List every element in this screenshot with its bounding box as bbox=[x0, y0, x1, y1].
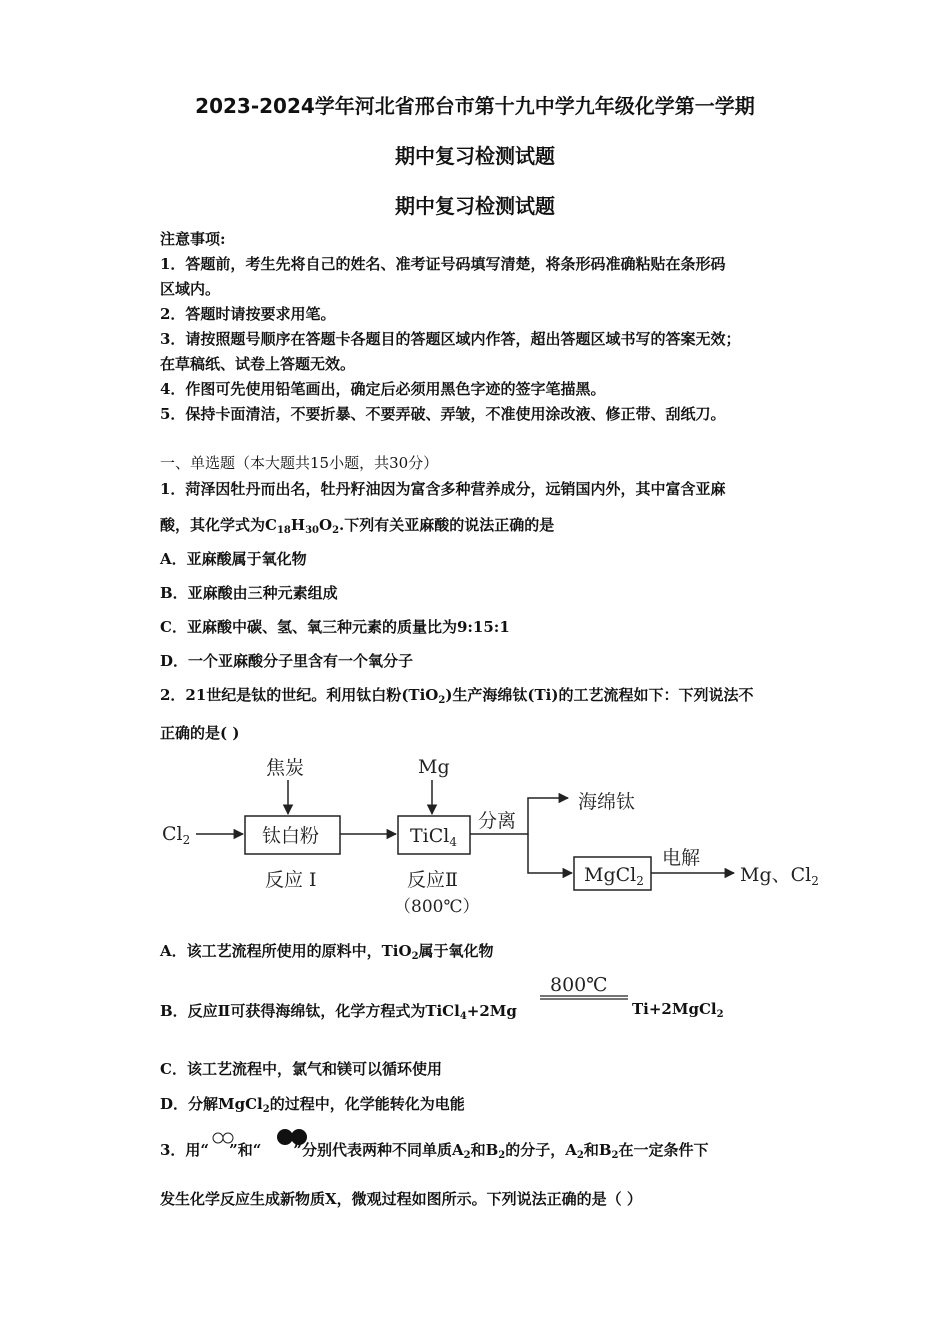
q2-option-b-equation-condition bbox=[540, 974, 628, 999]
exam-title-line2: 期中复习检测试题 bbox=[395, 144, 555, 168]
notice-item-1b: 区域内。 bbox=[160, 280, 221, 298]
label-electrolysis: 电解 bbox=[662, 847, 701, 869]
label-temperature: （800℃） bbox=[394, 897, 480, 917]
exam-title-line3: 期中复习检测试题 bbox=[395, 194, 555, 218]
q1-stem-a: 1．菏泽因牡丹而出名，牡丹籽油因为富含多种营养成分，远销国内外，其中富含亚麻 bbox=[160, 480, 726, 498]
q2-stem-a: 2．21世纪是钛的世纪。利用钛白粉(TiO$_2$)生产海绵钛(Ti)的工艺流程如下：下列说法不 bbox=[160, 686, 754, 706]
label-tio2-box: 钛白粉 bbox=[262, 825, 320, 847]
q2-option-b-right: Ti+2MgCl$_2$ bbox=[632, 1000, 724, 1020]
q2-option-c: C．该工艺流程中，氯气和镁可以循环使用 bbox=[160, 1060, 442, 1078]
q2-option-d: D．分解MgCl$_2$的过程中，化学能转化为电能 bbox=[160, 1095, 465, 1115]
label-separate: 分离 bbox=[478, 810, 517, 832]
section-heading: 一、单选题（本大题共15小题，共30分） bbox=[160, 454, 439, 472]
q2-option-b-left: B．反应Ⅱ可获得海绵钛，化学方程式为TiCl$_4$+2Mg bbox=[160, 1002, 517, 1022]
label-mgcl2: MgCl$_2$ bbox=[584, 864, 644, 888]
q3-stem-b: 发生化学反应生成新物质X，微观过程如图所示。下列说法正确的是（ ） bbox=[160, 1190, 642, 1208]
label-reaction1: 反应 I bbox=[265, 869, 317, 891]
svg-text:800℃: 800℃ bbox=[550, 974, 608, 996]
arrow-to-mgcl2 bbox=[528, 834, 572, 873]
q3-stem-a: 3．用“ ”和“ ”分别代表两种不同单质$A_2$和$B_2$的分子，$A_2$和$B_2$在一定条件下 bbox=[160, 1141, 709, 1161]
label-ticl4: TiCl$_4$ bbox=[410, 825, 458, 849]
q2-option-a: A．该工艺流程所使用的原料中，TiO$_2$属于氧化物 bbox=[160, 942, 494, 962]
notice-heading: 注意事项: bbox=[160, 230, 226, 248]
exam-title-line1: 2023-2024学年河北省邢台市第十九中学九年级化学第一学期 bbox=[195, 94, 755, 118]
label-reaction2: 反应Ⅱ bbox=[407, 869, 458, 891]
q1-option-d: D．一个亚麻酸分子里含有一个氧分子 bbox=[160, 652, 414, 670]
notice-item-1a: 1．答题前，考生先将自己的姓名、准考证号码填写清楚，将条形码准确粘贴在条形码 bbox=[160, 255, 726, 273]
q1-option-b: B．亚麻酸由三种元素组成 bbox=[160, 584, 338, 602]
q2-stem-b: 正确的是( ) bbox=[160, 724, 240, 742]
notice-item-2: 2．答题时请按要求用笔。 bbox=[160, 305, 336, 323]
label-coke: 焦炭 bbox=[266, 757, 305, 779]
q1-stem-b: 酸，其化学式为$C_{18}H_{30}O_2$.下列有关亚麻酸的说法正确的是 bbox=[160, 516, 555, 536]
notice-item-3b: 在草稿纸、试卷上答题无效。 bbox=[160, 355, 356, 373]
label-cl2: $Cl_2$ bbox=[162, 823, 191, 847]
notice-item-3a: 3．请按照题号顺序在答题卡各题目的答题区域内作答，超出答题区域书写的答案无效； bbox=[160, 330, 741, 348]
label-sponge-ti: 海绵钛 bbox=[578, 791, 636, 813]
label-mg: Mg bbox=[418, 756, 450, 778]
notice-item-5: 5．保持卡面清洁，不要折暴、不要弄破、弄皱，不准使用涂改液、修正带、刮纸刀。 bbox=[160, 405, 726, 423]
label-products: Mg、$Cl_2$ bbox=[740, 864, 819, 888]
q1-option-a: A．亚麻酸属于氧化物 bbox=[160, 550, 307, 568]
notice-item-4: 4．作图可先使用铅笔画出，确定后必须用黑色字迹的签字笔描黑。 bbox=[160, 380, 606, 398]
q1-option-c: C．亚麻酸中碳、氢、氧三种元素的质量比为9:15:1 bbox=[160, 618, 510, 636]
